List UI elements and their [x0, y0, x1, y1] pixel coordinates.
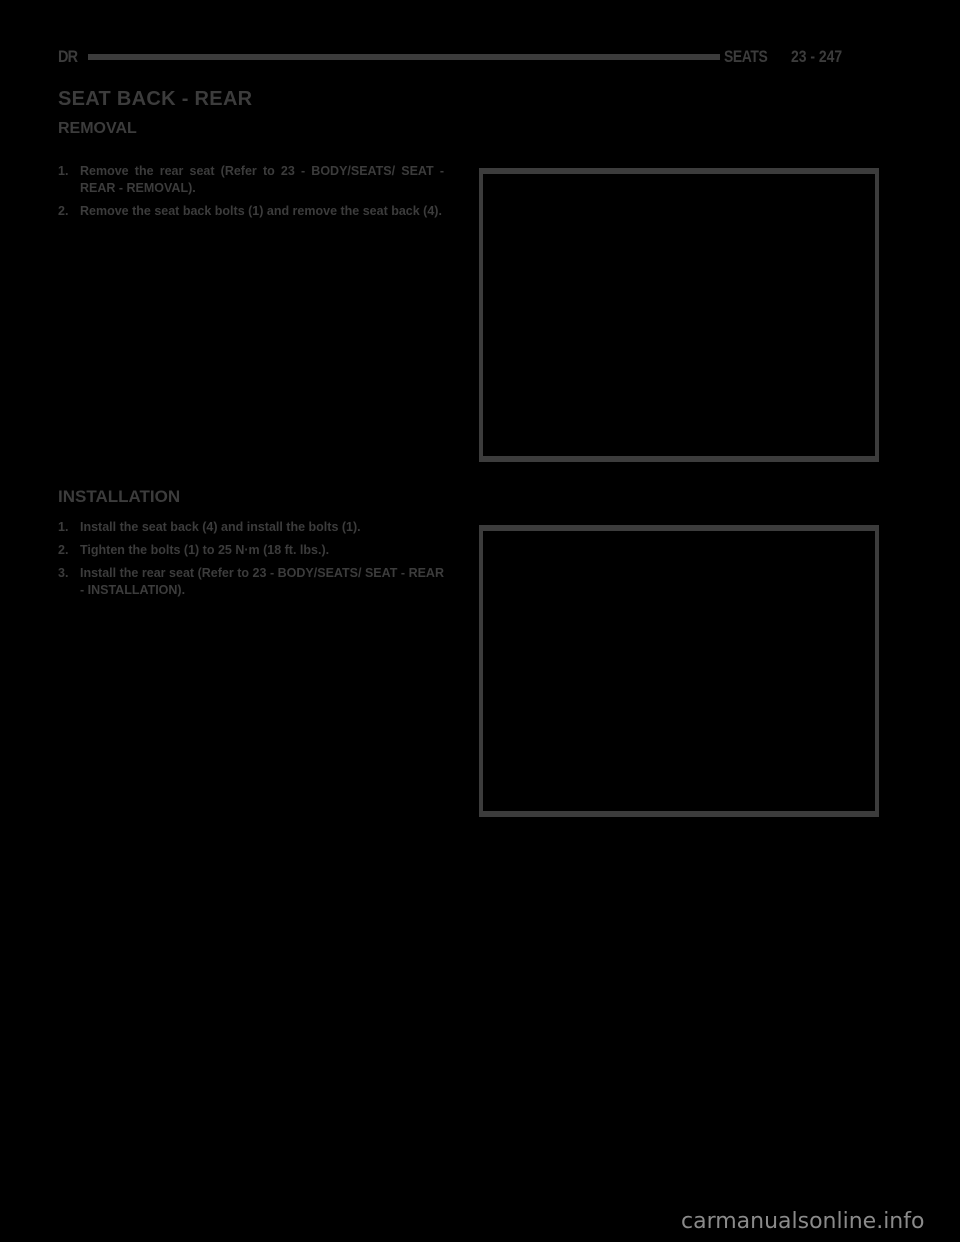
removal-step	[58, 203, 444, 220]
removal-figure	[479, 168, 879, 462]
step-text: Tighten the bolts (1) to 25 N·m (18 ft. lbs.).	[80, 543, 330, 557]
step-number: 1.	[58, 520, 69, 534]
section-name: SEATS	[724, 47, 768, 66]
installation-steps	[58, 519, 444, 605]
step-number: 2.	[58, 543, 69, 557]
step-number: 2.	[58, 204, 69, 218]
step-number: 1.	[58, 164, 69, 178]
removal-heading: REMOVAL	[58, 120, 137, 137]
installation-step	[58, 565, 444, 599]
step-number: 3.	[58, 566, 69, 580]
removal-steps	[58, 163, 444, 226]
installation-step	[58, 519, 444, 536]
step-text: Install the rear seat (Refer to 23 - BODY/SEATS/ SEAT - REAR - INSTALLATION).	[80, 566, 444, 597]
installation-step	[58, 542, 444, 559]
page-number: 23 - 247	[790, 47, 843, 66]
header-rule	[88, 54, 720, 60]
installation-figure	[479, 525, 879, 817]
page-title: SEAT BACK - REAR	[58, 88, 253, 110]
removal-step	[58, 163, 444, 197]
installation-heading: INSTALLATION	[58, 487, 181, 506]
step-text: Remove the seat back bolts (1) and remove the seat back (4).	[80, 204, 442, 218]
watermark-link[interactable]: carmanualsonline.info	[681, 1209, 925, 1234]
step-text: Install the seat back (4) and install the bolts (1).	[80, 520, 361, 534]
step-text: Remove the rear seat (Refer to 23 - BODY/SEATS/ SEAT - REAR - REMOVAL).	[80, 164, 444, 195]
vehicle-code: DR	[58, 47, 78, 66]
page-header	[58, 44, 876, 70]
